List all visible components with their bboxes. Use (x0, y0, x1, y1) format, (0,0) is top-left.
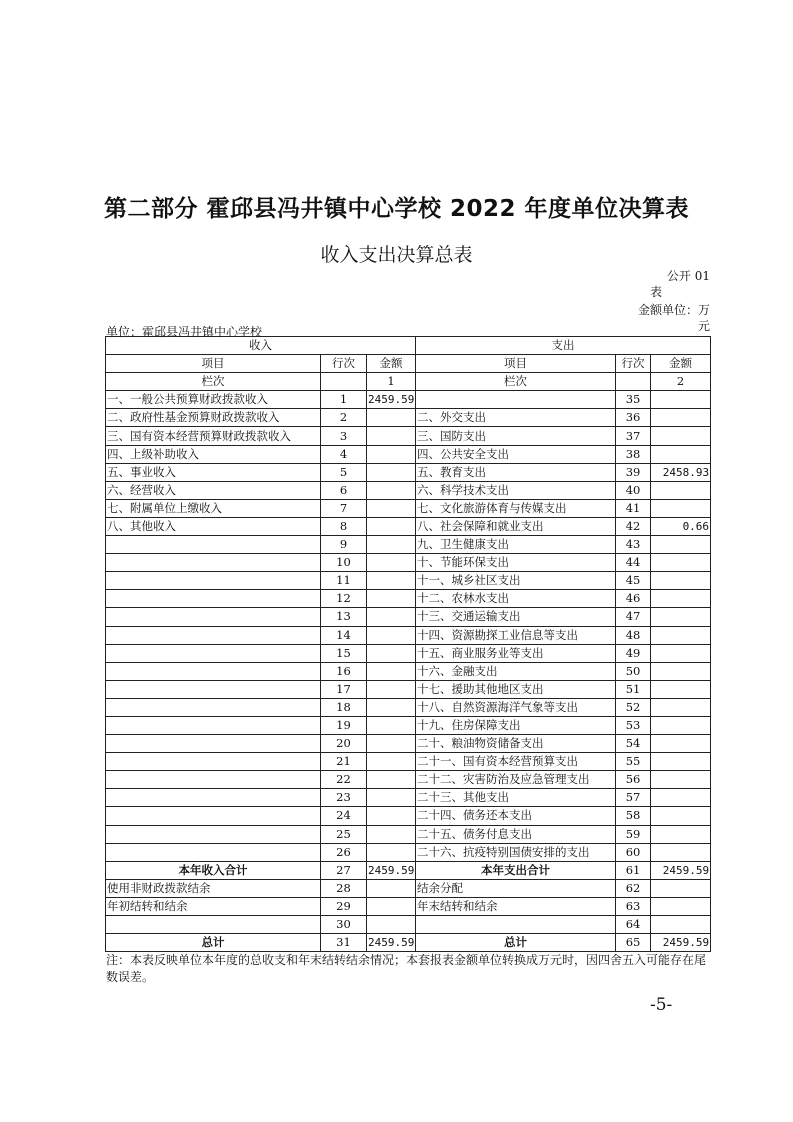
expense-amount: 0.66 (651, 517, 711, 535)
income-item: 四、上级补助收入 (106, 445, 321, 463)
table-code (600, 268, 710, 300)
expense-item: 二十五、债务付息支出 (416, 825, 616, 843)
table-row (106, 481, 711, 499)
income-row-no: 25 (321, 825, 367, 843)
amount-unit-line1: 金额单位：万 (637, 303, 710, 317)
expense-amount (651, 698, 711, 716)
expense-row-no: 39 (616, 463, 651, 481)
expense-item: 十六、金融支出 (416, 662, 616, 680)
expense-grand-total-label: 总计 (416, 934, 616, 952)
table-subtitle: 收入支出决算总表 (320, 244, 473, 266)
income-item (106, 789, 321, 807)
income-item (106, 590, 321, 608)
table-row (106, 391, 711, 409)
income-year-total-amount: 2459.59 (367, 861, 416, 879)
expense-row-no: 43 (616, 536, 651, 554)
income-item (106, 680, 321, 698)
income-item (106, 554, 321, 572)
income-row-no: 12 (321, 590, 367, 608)
expense-item: 二十四、债务还本支出 (416, 807, 616, 825)
table-row (106, 427, 711, 445)
row-no-63: 63 (616, 897, 651, 915)
table-row (106, 536, 711, 554)
income-item: 七、附属单位上缴收入 (106, 499, 321, 517)
table-row (106, 572, 711, 590)
income-item (106, 771, 321, 789)
income-item: 一、一般公共预算财政拨款收入 (106, 391, 321, 409)
expense-row-no: 57 (616, 789, 651, 807)
table-row (106, 825, 711, 843)
income-item (106, 698, 321, 716)
income-item: 五、事业收入 (106, 463, 321, 481)
amount-64 (651, 916, 711, 934)
table-row (106, 463, 711, 481)
expense-section-header: 支出 (416, 337, 711, 355)
table-row (106, 644, 711, 662)
income-amount (367, 735, 416, 753)
income-amount (367, 644, 416, 662)
income-row-no: 11 (321, 572, 367, 590)
opening-carryover-label: 年初结转和结余 (106, 897, 321, 915)
section-header-row (106, 337, 711, 355)
income-row-no: 5 (321, 463, 367, 481)
page-title: 第二部分 霍邱县冯井镇中心学校 2022 年度单位决算表 (103, 196, 690, 222)
table-row (106, 626, 711, 644)
table-row (106, 517, 711, 535)
expense-row-no: 36 (616, 409, 651, 427)
table-row (106, 680, 711, 698)
expense-column-no-label: 栏次 (416, 373, 616, 391)
expense-row-no: 41 (616, 499, 651, 517)
income-amount (367, 843, 416, 861)
expense-row-no: 38 (616, 445, 651, 463)
expense-item: 四、公共安全支出 (416, 445, 616, 463)
income-item-header: 项目 (106, 355, 321, 373)
table-row (106, 807, 711, 825)
table-row (106, 409, 711, 427)
income-item (106, 626, 321, 644)
income-amount (367, 463, 416, 481)
income-amount (367, 445, 416, 463)
expense-amount (651, 554, 711, 572)
expense-item: 十一、城乡社区支出 (416, 572, 616, 590)
table-row (106, 771, 711, 789)
blank-row (106, 916, 711, 934)
expense-row-no: 53 (616, 716, 651, 734)
expense-item: 五、教育支出 (416, 463, 616, 481)
income-item: 三、国有资本经营预算财政拨款收入 (106, 427, 321, 445)
income-column-no-label: 栏次 (106, 373, 321, 391)
table-code-line2: 表 (650, 285, 663, 299)
expense-amount (651, 753, 711, 771)
expense-row-no: 47 (616, 608, 651, 626)
budget-table (105, 336, 711, 952)
row-no-62: 62 (616, 879, 651, 897)
income-year-total-no: 27 (321, 861, 367, 879)
income-amount (367, 517, 416, 535)
expense-year-total-amount: 2459.59 (651, 861, 711, 879)
income-row-no: 1 (321, 391, 367, 409)
expense-row-no: 37 (616, 427, 651, 445)
table-row (106, 445, 711, 463)
annual-total-row (106, 861, 711, 879)
income-row-no: 19 (321, 716, 367, 734)
expense-row-no: 40 (616, 481, 651, 499)
expense-item: 十八、自然资源海洋气象等支出 (416, 698, 616, 716)
income-amount (367, 807, 416, 825)
table-code-line1: 公开 01 (666, 269, 710, 283)
expense-row-no: 42 (616, 517, 651, 535)
empty-cell (321, 373, 367, 391)
expense-column-no: 2 (651, 373, 711, 391)
income-item (106, 753, 321, 771)
expense-item: 二十、粮油物资储备支出 (416, 735, 616, 753)
expense-row-no: 51 (616, 680, 651, 698)
income-item (106, 735, 321, 753)
income-amount: 2459.59 (367, 391, 416, 409)
expense-grand-total-no: 65 (616, 934, 651, 952)
income-row-no: 17 (321, 680, 367, 698)
table-row (106, 843, 711, 861)
income-amount (367, 427, 416, 445)
income-amount (367, 825, 416, 843)
expense-row-no: 60 (616, 843, 651, 861)
income-item (106, 644, 321, 662)
expense-item: 六、科学技术支出 (416, 481, 616, 499)
income-row-no: 14 (321, 626, 367, 644)
amount-30 (367, 916, 416, 934)
income-amount (367, 554, 416, 572)
income-amount (367, 590, 416, 608)
table-row (106, 698, 711, 716)
expense-amount: 2458.93 (651, 463, 711, 481)
amount-unit-line2: 元 (697, 319, 710, 333)
income-item (106, 572, 321, 590)
expense-item: 十九、住房保障支出 (416, 716, 616, 734)
income-amount (367, 789, 416, 807)
income-row-no: 21 (321, 753, 367, 771)
row-no-30: 30 (321, 916, 367, 934)
income-amount (367, 716, 416, 734)
expense-item: 十二、农林水支出 (416, 590, 616, 608)
table-row (106, 590, 711, 608)
expense-amount (651, 445, 711, 463)
income-item (106, 608, 321, 626)
column-header-row (106, 355, 711, 373)
income-amount (367, 626, 416, 644)
blank-item (416, 916, 616, 934)
expense-amount (651, 536, 711, 554)
income-amount (367, 499, 416, 517)
income-row-no: 9 (321, 536, 367, 554)
amount-28 (367, 879, 416, 897)
income-grand-total-label: 总计 (106, 934, 321, 952)
table-row (106, 554, 711, 572)
amount-63 (651, 897, 711, 915)
table-row (106, 789, 711, 807)
empty-cell (616, 373, 651, 391)
expense-item: 二十一、国有资本经营预算支出 (416, 753, 616, 771)
income-row-no: 6 (321, 481, 367, 499)
expense-amount (651, 789, 711, 807)
expense-row-no: 56 (616, 771, 651, 789)
expense-item: 十、节能环保支出 (416, 554, 616, 572)
expense-amount (651, 735, 711, 753)
income-row-no: 15 (321, 644, 367, 662)
balance-distribution-label: 结余分配 (416, 879, 616, 897)
balance-row (106, 879, 711, 897)
table-row (106, 716, 711, 734)
income-item (106, 825, 321, 843)
income-item: 六、经营收入 (106, 481, 321, 499)
expense-row-no: 50 (616, 662, 651, 680)
income-amount (367, 536, 416, 554)
income-item: 八、其他收入 (106, 517, 321, 535)
expense-amount-header: 金额 (651, 355, 711, 373)
expense-row-no: 46 (616, 590, 651, 608)
income-row-no: 2 (321, 409, 367, 427)
expense-amount (651, 626, 711, 644)
expense-amount (651, 572, 711, 590)
expense-amount (651, 608, 711, 626)
income-row-no: 4 (321, 445, 367, 463)
expense-year-total-label: 本年支出合计 (416, 861, 616, 879)
amount-unit (600, 302, 710, 334)
expense-amount (651, 771, 711, 789)
expense-amount (651, 590, 711, 608)
income-row-no: 10 (321, 554, 367, 572)
expense-amount (651, 391, 711, 409)
income-item: 二、政府性基金预算财政拨款收入 (106, 409, 321, 427)
page-number: -5- (650, 995, 673, 1015)
income-grand-total-no: 31 (321, 934, 367, 952)
expense-item-header: 项目 (416, 355, 616, 373)
expense-grand-total-amount: 2459.59 (651, 934, 711, 952)
income-row-no: 26 (321, 843, 367, 861)
expense-item: 二十二、灾害防治及应急管理支出 (416, 771, 616, 789)
unit-name: 单位：霍邱县冯井镇中心学校 (106, 325, 263, 339)
income-item (106, 716, 321, 734)
expense-item (416, 391, 616, 409)
expense-item: 十四、资源勘探工业信息等支出 (416, 626, 616, 644)
table-row (106, 608, 711, 626)
income-amount-header: 金额 (367, 355, 416, 373)
expense-amount (651, 481, 711, 499)
expense-item: 二十六、抗疫特别国债安排的支出 (416, 843, 616, 861)
income-row-no: 8 (321, 517, 367, 535)
non-fiscal-balance-label: 使用非财政拨款结余 (106, 879, 321, 897)
expense-year-total-no: 61 (616, 861, 651, 879)
expense-row-no: 52 (616, 698, 651, 716)
table-row (106, 735, 711, 753)
expense-item: 十五、商业服务业等支出 (416, 644, 616, 662)
amount-29 (367, 897, 416, 915)
closing-carryover-label: 年末结转和结余 (416, 897, 616, 915)
income-row-no: 18 (321, 698, 367, 716)
income-rowno-header: 行次 (321, 355, 367, 373)
table-row (106, 662, 711, 680)
expense-row-no: 58 (616, 807, 651, 825)
expense-amount (651, 662, 711, 680)
income-amount (367, 771, 416, 789)
income-section-header: 收入 (106, 337, 416, 355)
income-amount (367, 608, 416, 626)
income-item (106, 843, 321, 861)
expense-row-no: 59 (616, 825, 651, 843)
expense-item: 十三、交通运输支出 (416, 608, 616, 626)
expense-row-no: 55 (616, 753, 651, 771)
table-row (106, 753, 711, 771)
income-amount (367, 409, 416, 427)
income-amount (367, 680, 416, 698)
expense-item: 九、卫生健康支出 (416, 536, 616, 554)
expense-row-no: 54 (616, 735, 651, 753)
income-amount (367, 753, 416, 771)
income-row-no: 24 (321, 807, 367, 825)
income-year-total-label: 本年收入合计 (106, 861, 321, 879)
table-row (106, 499, 711, 517)
expense-amount (651, 644, 711, 662)
expense-item: 二、外交支出 (416, 409, 616, 427)
expense-amount (651, 680, 711, 698)
income-row-no: 7 (321, 499, 367, 517)
expense-amount (651, 427, 711, 445)
expense-amount (651, 807, 711, 825)
income-row-no: 16 (321, 662, 367, 680)
row-no-28: 28 (321, 879, 367, 897)
expense-amount (651, 499, 711, 517)
income-row-no: 20 (321, 735, 367, 753)
income-amount (367, 698, 416, 716)
column-number-row (106, 373, 711, 391)
income-row-no: 13 (321, 608, 367, 626)
row-no-29: 29 (321, 897, 367, 915)
amount-62 (651, 879, 711, 897)
row-no-64: 64 (616, 916, 651, 934)
expense-amount (651, 843, 711, 861)
income-row-no: 23 (321, 789, 367, 807)
expense-amount (651, 409, 711, 427)
expense-row-no: 45 (616, 572, 651, 590)
expense-item: 二十三、其他支出 (416, 789, 616, 807)
income-row-no: 22 (321, 771, 367, 789)
blank-item (106, 916, 321, 934)
expense-rowno-header: 行次 (616, 355, 651, 373)
expense-item: 十七、援助其他地区支出 (416, 680, 616, 698)
income-column-no: 1 (367, 373, 416, 391)
expense-amount (651, 825, 711, 843)
income-item (106, 662, 321, 680)
expense-row-no: 49 (616, 644, 651, 662)
grand-total-row (106, 934, 711, 952)
income-amount (367, 572, 416, 590)
expense-row-no: 48 (616, 626, 651, 644)
expense-row-no: 44 (616, 554, 651, 572)
income-row-no: 3 (321, 427, 367, 445)
income-amount (367, 481, 416, 499)
carryover-row (106, 897, 711, 915)
expense-amount (651, 716, 711, 734)
footnote: 注：本表反映单位本年度的总收支和年末结转结余情况；本套报表金额单位转换成万元时，因四舍五入可能存在尾数误差。 (106, 953, 707, 984)
income-item (106, 807, 321, 825)
income-amount (367, 662, 416, 680)
expense-item: 八、社会保障和就业支出 (416, 517, 616, 535)
expense-item: 七、文化旅游体育与传媒支出 (416, 499, 616, 517)
expense-item: 三、国防支出 (416, 427, 616, 445)
income-grand-total-amount: 2459.59 (367, 934, 416, 952)
income-item (106, 536, 321, 554)
expense-row-no: 35 (616, 391, 651, 409)
